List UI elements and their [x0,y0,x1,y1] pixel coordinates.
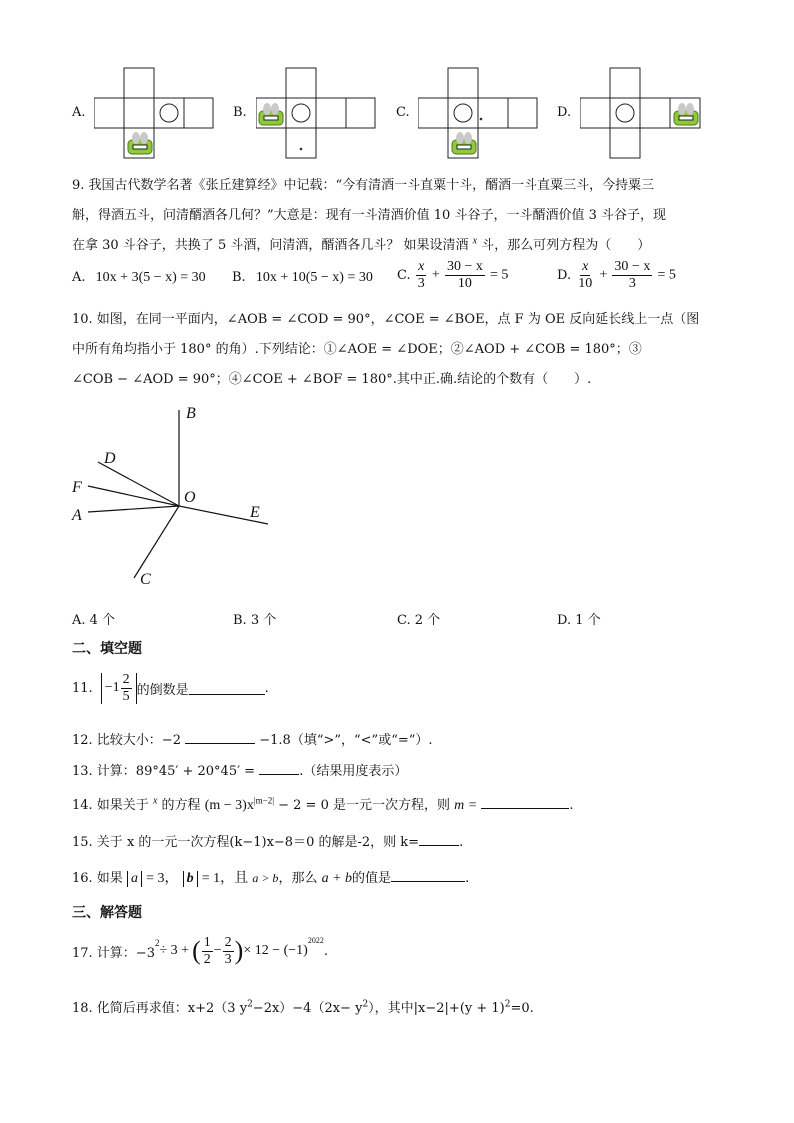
q9-line3-b: 斗，那么可列方程为（ ） [481,238,651,253]
q9-option-b [232,270,373,286]
label-f: F [72,479,82,496]
q18-text-c: ），其中|x−2|+(y + 1) [368,1001,505,1016]
q18-text-d: =0. [510,1001,534,1016]
q10-option-a: A. 4 个 [72,613,116,628]
q11-fraction: $\frac{2}{5}$ [122,671,130,704]
q9-line1: 9. 我国古代数学名著《张丘建算经》中记载：“今有清酒一斗直粟十斗，醑酒一斗直粟三斗，今持粟三 [72,178,655,193]
q16-text-c: 的值是 [352,871,392,886]
q10-line3: ∠COB − ∠AOD = 90°；④∠COE + ∠BOF = 180°.其中正.确.结论的个数有（ ）. [72,372,592,387]
q17-sup2: 2022 [307,936,324,945]
q17-text-c: × 12 − (−1) [243,943,308,958]
q9-option-c-rhs: = 5 [490,267,509,283]
q11-answer-blank[interactable] [189,681,265,695]
q9-option-b-label: B. [232,270,246,285]
label-d: D [104,450,116,467]
q16-abs-b: b [183,871,198,887]
q17-text-a: 17. 计算：−3 [72,945,155,961]
q12-text-a: 12. 比较大小：−2 [72,733,181,748]
ray-oa [88,506,179,512]
q14-text-c: − 2 = 0 是一元一次方程，则 [274,798,450,813]
q17-sup1: 2 [154,938,160,948]
q17-minus: − [213,943,222,958]
q9-line3-a: 在拿 30 斗谷子，共换了 5 斗酒，问清酒，醑酒各几斗？ 如果设清酒 [72,238,469,253]
q18 [72,997,534,1016]
q12 [72,729,433,748]
q13 [72,760,407,779]
q10-option-b: B. 3 个 [233,613,277,628]
q16-condition: a > b [252,871,279,885]
label-c: C [140,571,151,588]
q11-number: 11. [72,680,93,696]
ray-oc [134,506,179,578]
label-o: O [184,489,196,506]
q9-option-a-expr: 10x + 3(5 − x) = 30 [95,270,206,285]
q9-option-a [72,270,206,286]
q9-line2: 斛，得酒五斗，问清醑酒各几何？”大意是：现有一斗清酒价值 10 斗谷子，一斗醑酒价值 3 斗谷子，现 [72,208,666,223]
q16-sum: a + b [321,871,353,886]
q16-text-a: 16. 如果 [72,871,123,886]
q10-angle-figure [60,400,290,590]
q16-text-b: ，那么 [278,871,318,886]
q14: 14. 如果关于 $^x$ 的方程 $(m - 3)x^{|m-2|} - 2 = 0$ 是一元一次方程，则 m = . [72,795,574,813]
ray-od [98,462,179,506]
q12-text-b: −1.8（填“>”，“<”或“=”）. [259,733,433,748]
q13-text-b: .（结果用度表示） [299,764,408,779]
q17-frac2: $\frac{2}{3}$ [224,934,232,967]
q15-answer-blank[interactable] [419,832,459,846]
q10-line2: 中所有角均指小于 180° 的角）.下列结论：①∠AOE = ∠DOE；②∠AOD + ∠COB = 180°；③ [72,342,642,357]
q14-var: x [152,795,158,807]
label-e: E [250,504,260,521]
q12-answer-blank[interactable] [185,730,255,744]
q9-option-a-label: A. [72,270,86,285]
option-b-label: B. [233,105,247,120]
q16-eq2: = 1，且 [201,871,249,886]
cube-net-b [256,67,376,159]
section-3-title: 三、解答题 [72,905,142,921]
q18-sup2: 2 [362,999,369,1010]
q15: 15. 关于 x 的一元一次方程(k−1)x−8＝0 的解是-2，则 k= . [72,831,463,850]
q9-option-c: C. $\frac{x}{3}$ + $\frac{30 - x}{10}$ = 5 [397,259,509,291]
q18-text-a: 18. 化简后再求值：x+2（3 y [72,1001,248,1016]
q14-expr: (m − 3)x [204,798,254,813]
label-b: B [186,405,196,422]
q9-option-c-frac2: $\frac{30 - x}{10}$ [446,259,483,291]
q10-option-d: D. 1 个 [557,613,601,628]
option-c-label: C. [396,105,410,120]
q16: 16. 如果 a = 3， b = 1，且 a > b，那么 a + b的值是 . [72,867,469,887]
q14-answer-blank[interactable] [481,795,569,809]
q9-option-c-label: C. [397,268,411,283]
q18-sup3: 2 [504,999,511,1010]
q18-sup1: 2 [247,999,253,1010]
q14-m-eq: m = [454,798,478,813]
q11: 11. −1 $\frac{2}{5}$ 的倒数是 . [72,671,269,704]
option-d-label: D. [557,105,572,120]
q9-option-d-rhs: = 5 [657,267,676,283]
q9-option-d-frac2: $\frac{30 - x}{3}$ [614,259,651,291]
q17-text-b: ÷ 3 + [159,943,190,958]
q11-pre: −1 [104,680,120,695]
q10-line1: 10. 如图，在同一平面内，∠AOB = ∠COD = 90°，∠COE = ∠BOE，点 F 为 OE 反向延长线上一点（图 [72,312,700,327]
cube-net-d [580,67,706,159]
q9-var-x: x [472,235,478,247]
q14-exponent: |m−2| [253,795,274,806]
q16-abs-a: a [127,871,142,887]
q17: 17. 计算：−3 2 ÷ 3 + ( $\frac{1}{2}$ − $\frac{2}{3}$ ) × 12 − (−1) 2022 . [72,934,328,967]
option-a-label: A. [72,105,86,120]
q16-answer-blank[interactable] [391,868,465,882]
q11-post: 的倒数是 [136,682,189,698]
section-2-title: 二、填空题 [72,641,142,657]
q17-frac1: $\frac{1}{2}$ [203,934,211,967]
q14-text-a: 14. 如果关于 [72,798,149,813]
q13-answer-blank[interactable] [259,761,299,775]
q15-text-a: 15. 关于 x 的一元一次方程(k−1)x−8＝0 的解是-2，则 k= [72,835,420,850]
q18-text-b: −2x）−4（2x− y [252,1001,363,1016]
q9-option-d-frac1: $\frac{x}{10}$ [578,259,593,291]
label-a: A [72,507,82,524]
q9-option-d-label: D. [557,268,572,283]
q9-line3 [72,234,650,253]
cube-net-a [94,67,214,159]
q9-option-b-expr: 10x + 10(5 − x) = 30 [255,270,373,285]
q11-abs-expr [101,673,137,704]
ray-of [88,486,179,506]
q16-eq1: = 3， [146,871,179,886]
cube-net-c [418,67,538,159]
q14-text-b: 的方程 [161,798,201,813]
q13-text-a: 13. 计算：89°45′ + 20°45′ = [72,764,256,779]
q9-option-d: D. $\frac{x}{10}$ + $\frac{30 - x}{3}$ = 5 [557,259,676,291]
q9-option-c-frac1: $\frac{x}{3}$ [417,259,425,291]
q10-option-c: C. 2 个 [397,613,441,628]
